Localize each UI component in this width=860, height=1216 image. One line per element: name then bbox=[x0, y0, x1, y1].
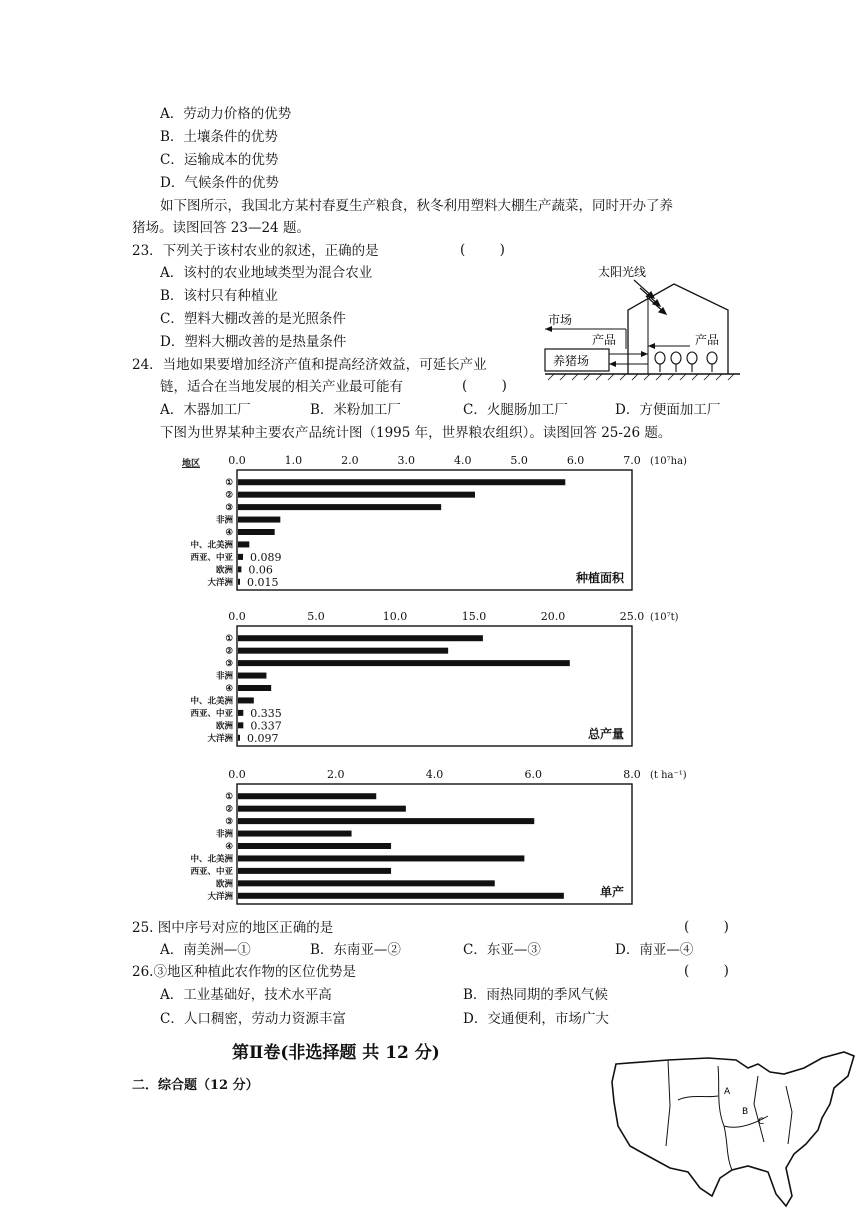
bar bbox=[238, 880, 495, 886]
chart-yield-per-unit bbox=[160, 762, 700, 910]
section2-subtitle: 二．综合题（12 分） bbox=[132, 1078, 259, 1093]
category-label: ② bbox=[225, 490, 233, 501]
q25-option-a: A．南美洲—① bbox=[160, 942, 251, 958]
ground-hatching bbox=[548, 374, 734, 380]
diagram-sunlight-label: 太阳光线 bbox=[598, 265, 647, 279]
q25-stem: 25. 图中序号对应的地区正确的是 bbox=[132, 920, 334, 936]
tick-label: 5.0 bbox=[307, 610, 325, 623]
bar bbox=[238, 529, 275, 535]
category-label: ① bbox=[225, 478, 233, 489]
tick-label: 2.0 bbox=[341, 454, 359, 467]
diagram-market-label: 市场 bbox=[548, 313, 573, 327]
unit-label: (t ha⁻¹) bbox=[650, 770, 687, 781]
map-label-b: B bbox=[742, 1107, 749, 1117]
bar bbox=[238, 504, 441, 510]
tick-label: 5.0 bbox=[510, 454, 528, 467]
chart-title: 种植面积 bbox=[575, 571, 624, 585]
unit-label: (10⁷t) bbox=[650, 612, 679, 623]
category-label: ④ bbox=[225, 684, 233, 694]
diagram-product2-label: 产品 bbox=[695, 333, 720, 347]
us-map-outline bbox=[612, 1052, 854, 1206]
category-label: ② bbox=[225, 804, 233, 815]
category-label: ③ bbox=[225, 817, 233, 828]
plot-frame bbox=[237, 626, 632, 746]
q26-option-b: B．雨热同期的季风气候 bbox=[463, 987, 608, 1003]
tick-label: 15.0 bbox=[461, 610, 487, 623]
diagram-pigfarm-label: 养猪场 bbox=[553, 354, 590, 368]
q22-option-d: D．气候条件的优势 bbox=[160, 175, 279, 191]
category-label: 西亚、中亚 bbox=[190, 552, 233, 563]
q23-option-d: D．塑料大棚改善的是热量条件 bbox=[160, 334, 347, 350]
q26-option-d: D．交通便利，市场广大 bbox=[463, 1011, 609, 1027]
category-label: ① bbox=[225, 634, 233, 645]
map-label-a: A bbox=[724, 1087, 731, 1097]
bar bbox=[238, 735, 240, 741]
chart-title: 单产 bbox=[599, 885, 624, 899]
bar bbox=[238, 492, 475, 498]
q25-option-c: C．东亚—③ bbox=[463, 942, 541, 958]
tick-label: 7.0 bbox=[623, 454, 641, 467]
q26-answer-paren: ( ) bbox=[684, 963, 729, 979]
tick-label: 8.0 bbox=[623, 768, 641, 781]
category-label: ① bbox=[225, 792, 233, 803]
tick-label: 0.0 bbox=[228, 454, 246, 467]
q24-answer-paren: ( ) bbox=[462, 378, 507, 394]
bar bbox=[238, 541, 249, 547]
category-label: 中、北美洲 bbox=[190, 540, 233, 551]
q24-option-a: A．木器加工厂 bbox=[160, 402, 251, 418]
plot-frame bbox=[237, 470, 632, 590]
chart-planting-area bbox=[160, 448, 700, 596]
bar bbox=[238, 831, 352, 837]
bar bbox=[238, 843, 391, 849]
q26-option-c: C．人口稠密，劳动力资源丰富 bbox=[160, 1011, 346, 1027]
data-label: 0.335 bbox=[250, 706, 282, 720]
q22-option-a: A．劳动力价格的优势 bbox=[160, 106, 292, 122]
bar bbox=[238, 806, 406, 812]
category-label: 大洋洲 bbox=[207, 733, 233, 744]
q24-option-c: C．火腿肠加工厂 bbox=[463, 402, 568, 418]
chart-total-output bbox=[160, 604, 700, 752]
data-label: 0.089 bbox=[250, 550, 282, 564]
bar bbox=[238, 673, 266, 679]
data-label: 0.337 bbox=[250, 719, 282, 733]
tick-label: 3.0 bbox=[397, 454, 416, 467]
q23-option-c: C．塑料大棚改善的是光照条件 bbox=[160, 311, 346, 327]
category-label: 欧洲 bbox=[215, 879, 233, 890]
bar bbox=[238, 710, 243, 716]
category-label: 欧洲 bbox=[215, 565, 233, 576]
bar bbox=[238, 554, 243, 560]
bar bbox=[238, 855, 524, 861]
tick-label: 6.0 bbox=[524, 768, 542, 781]
tick-label: 6.0 bbox=[566, 454, 585, 467]
category-label: 大洋洲 bbox=[207, 891, 233, 902]
bar bbox=[238, 793, 376, 799]
greenhouse-outline bbox=[628, 284, 728, 374]
bar bbox=[238, 479, 565, 485]
chart-title: 总产量 bbox=[587, 727, 624, 741]
tick-label: 4.0 bbox=[425, 768, 444, 781]
data-label: 0.097 bbox=[247, 731, 279, 745]
section2-title: 第Ⅱ卷(非选择题 共 12 分) bbox=[232, 1043, 440, 1063]
unit-label: (10⁷ha) bbox=[650, 456, 687, 467]
q26-option-a: A．工业基础好，技术水平高 bbox=[160, 987, 332, 1003]
bar bbox=[238, 685, 271, 691]
vegetable-plants bbox=[655, 352, 717, 372]
q23-option-a: A．该村的农业地域类型为混合农业 bbox=[160, 265, 373, 281]
diagram-product1-label: 产品 bbox=[592, 333, 617, 347]
q24-option-d: D．方便面加工厂 bbox=[615, 402, 721, 418]
category-label: ③ bbox=[225, 659, 233, 670]
q25-option-d: D．南亚—④ bbox=[615, 942, 694, 958]
category-label: ③ bbox=[225, 503, 233, 514]
category-label: ④ bbox=[225, 528, 233, 538]
bar bbox=[238, 697, 254, 703]
tick-label: 25.0 bbox=[619, 610, 645, 623]
category-label: 中、北美洲 bbox=[190, 696, 233, 707]
category-label: ④ bbox=[225, 842, 233, 852]
q23-stem: 23．下列关于该村农业的叙述，正确的是 bbox=[132, 243, 379, 259]
bar bbox=[238, 818, 534, 824]
bar bbox=[238, 722, 243, 728]
bar bbox=[238, 660, 570, 666]
category-label: 中、北美洲 bbox=[190, 854, 233, 865]
q25-answer-paren: ( ) bbox=[684, 919, 729, 935]
tick-label: 20.0 bbox=[540, 610, 566, 623]
tick-label: 10.0 bbox=[382, 610, 408, 623]
category-label: 非洲 bbox=[215, 829, 233, 840]
q24-stem-line1: 24．当地如果要增加经济产值和提高经济效益，可延长产业 bbox=[132, 357, 487, 373]
category-label: 西亚、中亚 bbox=[190, 866, 233, 877]
category-label: 非洲 bbox=[215, 515, 233, 526]
bar bbox=[238, 635, 483, 641]
q22-option-c: C．运输成本的优势 bbox=[160, 152, 279, 168]
bar bbox=[238, 566, 241, 572]
intro-23-24-line1: 如下图所示，我国北方某村春夏生产粮食，秋冬利用塑料大棚生产蔬菜，同时开办了养 bbox=[160, 198, 673, 214]
tick-label: 0.0 bbox=[228, 610, 246, 623]
bar bbox=[238, 893, 564, 899]
greenhouse-diagram bbox=[540, 262, 745, 387]
intro-23-24-line2: 猪场。读图回答 23—24 题。 bbox=[132, 220, 310, 236]
tick-label: 4.0 bbox=[453, 454, 472, 467]
map-label-c: C bbox=[758, 1117, 765, 1127]
q23-option-b: B．该村只有种植业 bbox=[160, 288, 278, 304]
category-label: 非洲 bbox=[215, 671, 233, 682]
q24-stem-line2: 链，适合在当地发展的相关产业最可能有 bbox=[160, 379, 403, 395]
bar bbox=[238, 579, 240, 585]
q24-option-b: B．米粉加工厂 bbox=[310, 402, 401, 418]
data-label: 0.015 bbox=[247, 575, 279, 589]
category-label: 西亚、中亚 bbox=[190, 708, 233, 719]
region-header: 地区 bbox=[182, 459, 201, 469]
q26-stem: 26.③地区种植此农作物的区位优势是 bbox=[132, 964, 356, 980]
tick-label: 0.0 bbox=[228, 768, 246, 781]
q23-answer-paren: ( ) bbox=[460, 242, 505, 258]
category-label: 欧洲 bbox=[215, 721, 233, 732]
q25-option-b: B．东南亚—② bbox=[310, 942, 401, 958]
category-label: ② bbox=[225, 646, 233, 657]
bar bbox=[238, 648, 448, 654]
us-map bbox=[608, 1046, 858, 1214]
tick-label: 1.0 bbox=[284, 454, 303, 467]
category-label: 大洋洲 bbox=[207, 577, 233, 588]
bar bbox=[238, 868, 391, 874]
intro-25-26: 下图为世界某种主要农产品统计图（1995 年，世界粮农组织）。读图回答 25-26 题。 bbox=[160, 425, 672, 441]
bar bbox=[238, 517, 280, 523]
tick-label: 2.0 bbox=[327, 768, 345, 781]
q22-option-b: B．土壤条件的优势 bbox=[160, 129, 278, 145]
data-label: 0.06 bbox=[248, 563, 273, 577]
